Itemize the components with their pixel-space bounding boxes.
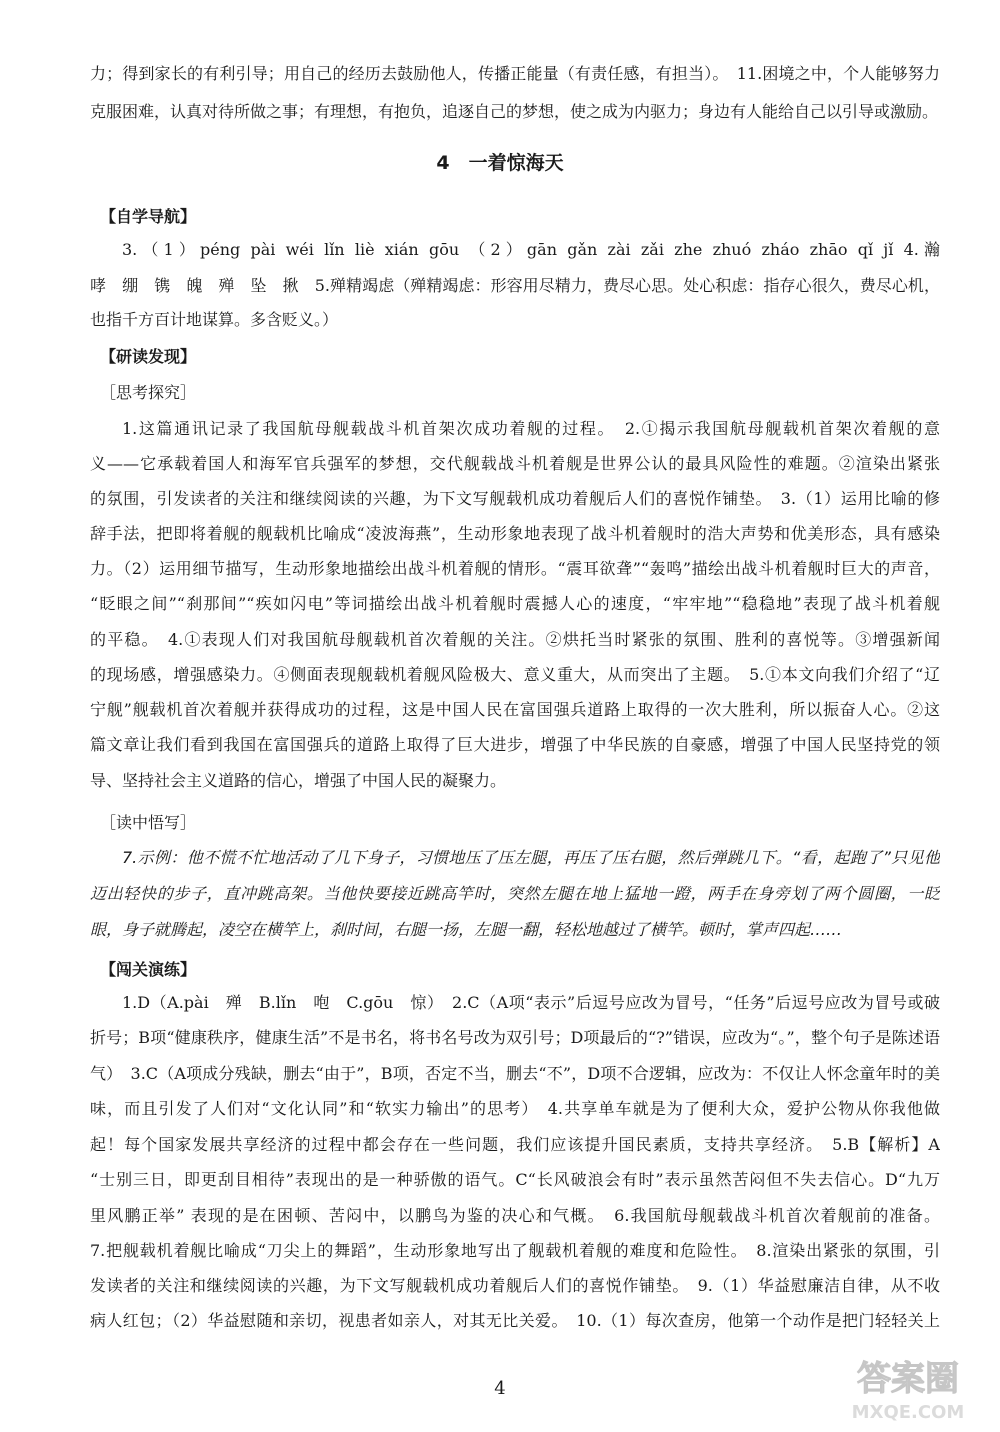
text-line: 味，而且引发了人们对“文化认同”和“软实力输出”的思考） 4.共享单车就是为了便利大众，爱护公物从你我他做 <box>90 1099 940 1118</box>
text-line: 3.（1）péng pài wéi lǐn liè xián gōu （2）gān gǎn zài zǎi zhe zhuó zháo zhāo qǐ jǐ 4.瀚 <box>122 240 940 259</box>
text-line: 克服困难，认真对待所做之事；有理想，有抱负，追逐自己的梦想，使之成为内驱力；身边有人能给自己以引导或激励。 <box>90 102 939 121</box>
page-number: 4 <box>494 1378 506 1399</box>
text-line: 气） 3.C（A项成分残缺，删去“由于”，B项，否定不当，删去“不”，D项不合逻辑，应改为：不仅让人怀念童年时的美 <box>90 1064 940 1083</box>
text-line: 的平稳。 4.①表现人们对我国航母舰载机首次着舰的关注。②烘托当时紧张的氛围、胜利的喜悦等。③增强新闻 <box>90 630 940 649</box>
text-line: “士别三日，即更刮目相待”表现出的是一种骄傲的语气。C“长风破浪会有时”表示虽然苦闷但不失去信心。D“九万 <box>90 1170 940 1189</box>
text-line: 发读者的关注和继续阅读的兴趣，为下文写舰载机成功着舰后人们的喜悦作铺垫。 9.（1）华益慰廉洁自律，从不收 <box>90 1276 940 1295</box>
text-line: 眼，身子就腾起，凌空在横竿上，刹时间，右腿一扬，左腿一翻，轻松地越过了横竿。顿时，掌声四起…… <box>90 920 843 939</box>
text-line: 辞手法，把即将着舰的舰载机比喻成“凌波海燕”，生动形象地表现了战斗机着舰时的浩大声势和优美形态，具有感染 <box>90 524 940 543</box>
watermark-logo <box>828 1354 988 1426</box>
text-line: 哮 绷 镌 魄 殚 坠 揪 5.殚精竭虑（殚精竭虑：形容用尽精力，费尽心思。处心积虑：指存心很久，费尽心机， <box>90 276 940 295</box>
text-line: 7.示例：他不慌不忙地活动了几下身子，习惯地压了压左腿，再压了压右腿，然后弹跳几下。“看，起跑了”只见他 <box>122 848 940 867</box>
text-line: 1.这篇通讯记录了我国航母舰载战斗机首架次成功着舰的过程。 2.①揭示我国航母舰载机首架次着舰的意 <box>122 419 940 438</box>
text-line: 义——它承载着国人和海军官兵强军的梦想，交代舰载战斗机着舰是世界公认的最具风险性的难题。②渲染出紧张 <box>90 454 940 473</box>
section-heading-chuangguan: 【闯关演练】 <box>100 960 197 979</box>
text-line: 7.把舰载机着舰比喻成“刀尖上的舞蹈”，生动形象地写出了舰载机着舰的难度和危险性。 8.渲染出紧张的氛围，引 <box>90 1241 940 1260</box>
text-line: 导、坚持社会主义道路的信心，增强了中国人民的凝聚力。 <box>90 771 507 790</box>
text-line: 的现场感，增强感染力。④侧面表现舰载机着舰风险极大、意义重大，从而突出了主题。 5.①本文向我们介绍了“辽 <box>90 665 940 684</box>
watermark-url: MXQE.COM <box>851 1402 965 1423</box>
subheading-sikao: ［思考探究］ <box>100 383 197 402</box>
text-line: 里风鹏正举” 表现的是在困顿、苦闷中，以鹏鸟为鉴的决心和气概。 6.我国航母舰载战斗机首次着舰前的准备。 <box>90 1206 940 1225</box>
text-line: 力；得到家长的有利引导；用自己的经历去鼓励他人，传播正能量（有责任感，有担当）。 11.困境之中，个人能够努力 <box>90 64 940 83</box>
text-line: 篇文章让我们看到我国在富国强兵的道路上取得了巨大进步，增强了中华民族的自豪感，增强了中国人民坚持党的领 <box>90 735 940 754</box>
lesson-title: 4 一着惊海天 <box>436 152 564 174</box>
section-heading-zixue: 【自学导航】 <box>100 207 197 226</box>
text-line: “眨眼之间”“刹那间”“疾如闪电”等词描绘出战斗机着舰时震撼人心的速度，“牢牢地”“稳稳地”表现了战斗机着舰 <box>90 594 940 613</box>
text-line: 也指千方百计地谋算。多含贬义。） <box>90 310 339 329</box>
text-line: 起！每个国家发展共享经济的过程中都会存在一些问题，我们应该提升国民素质，支持共享经济。 5.B【解析】A <box>90 1135 940 1154</box>
text-line: 的氛围，引发读者的关注和继续阅读的兴趣，为下文写舰载机成功着舰后人们的喜悦作铺垫。 3.（1）运用比喻的修 <box>90 489 940 508</box>
text-line: 病人红包；（2）华益慰随和亲切，视患者如亲人，对其无比关爱。 10.（1）每次查房，他第一个动作是把门轻轻关上 <box>90 1311 940 1330</box>
subheading-duzhong: ［读中悟写］ <box>100 813 197 832</box>
text-line: 迈出轻快的步子，直冲跳高架。当他快要接近跳高竿时，突然左腿在地上猛地一蹬，两手在身旁划了两个圆圈，一眨 <box>90 884 940 903</box>
text-line: 折号；B项“健康秩序，健康生活”不是书名，将书名号改为双引号；D项最后的“?”错误，应改为“。”，整个句子是陈述语 <box>90 1028 940 1047</box>
section-heading-yandu: 【研读发现】 <box>100 347 197 366</box>
text-line: 1.D（A.pài 殚 B.lǐn 咆 C.gōu 惊） 2.C（A项“表示”后逗号应改为冒号，“任务”后逗号应改为冒号或破 <box>122 993 940 1012</box>
text-line: 宁舰”舰载机首次着舰并获得成功的过程，这是中国人民在富国强兵道路上取得的一次大胜利，所以振奋人心。②这 <box>90 700 940 719</box>
watermark-title: 答案圈 <box>857 1359 959 1399</box>
text-line: 力。（2）运用细节描写，生动形象地描绘出战斗机着舰的情形。“震耳欲聋”“轰鸣”描绘出战斗机着舰时巨大的声音， <box>90 559 940 578</box>
